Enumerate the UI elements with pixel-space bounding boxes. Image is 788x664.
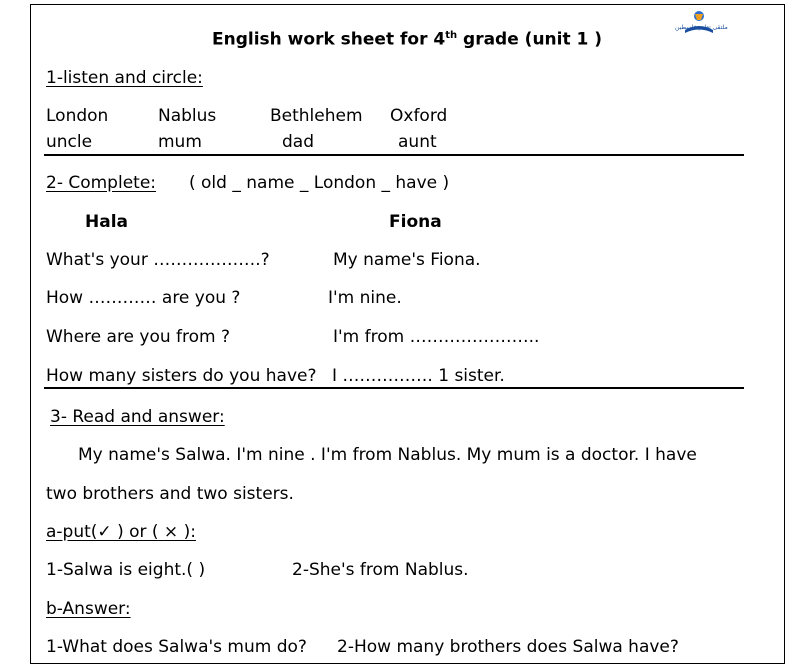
column-heading-fiona: Fiona xyxy=(389,212,442,232)
logo-caption: ملتقى تعليم فلسطين xyxy=(675,24,728,31)
word-mum: mum xyxy=(158,132,202,152)
column-heading-hala: Hala xyxy=(85,212,128,232)
section2-heading: 2- Complete: xyxy=(46,173,157,193)
word-oxford: Oxford xyxy=(390,106,448,126)
dialogue-left-4: How many sisters do you have? xyxy=(46,366,317,386)
part-a-heading: a-put(✓ ) or ( × ): xyxy=(46,522,196,542)
word-dad: dad xyxy=(282,132,314,152)
dialogue-right-4: I ……………. 1 sister. xyxy=(332,366,505,386)
passage-line-2: two brothers and two sisters. xyxy=(46,484,294,504)
title-superscript: th xyxy=(445,30,458,41)
part-b-question-2: 2-How many brothers does Salwa have? xyxy=(337,637,679,657)
dialogue-left-3: Where are you from ? xyxy=(46,327,231,347)
word-bethlehem: Bethlehem xyxy=(270,106,363,126)
part-b-heading: b-Answer: xyxy=(46,599,131,619)
section-divider xyxy=(44,387,744,389)
section1-heading: 1-listen and circle: xyxy=(46,68,203,88)
word-uncle: uncle xyxy=(46,132,93,152)
dialogue-left-2: How ………… are you ? xyxy=(46,288,241,308)
part-a-question-1: 1-Salwa is eight.( ) xyxy=(46,560,206,580)
word-london: London xyxy=(46,106,109,126)
title-text-end: grade (unit 1 ) xyxy=(457,29,603,50)
dialogue-right-1: My name's Fiona. xyxy=(333,250,481,270)
word-aunt: aunt xyxy=(398,132,437,152)
dialogue-right-3: I'm from ………………….. xyxy=(333,327,540,347)
section-divider xyxy=(44,154,744,156)
worksheet-title xyxy=(212,26,602,50)
book-logo-icon xyxy=(675,8,723,38)
dialogue-right-2: I'm nine. xyxy=(328,288,402,308)
part-a-question-2: 2-She's from Nablus. xyxy=(292,560,469,580)
passage-line-1: My name's Salwa. I'm nine . I'm from Nablus. My mum is a doctor. I have xyxy=(78,445,697,465)
section3-heading: 3- Read and answer: xyxy=(50,407,225,427)
title-text-start: English work sheet for 4 xyxy=(212,29,446,50)
dialogue-left-1: What's your ……………….? xyxy=(46,250,270,270)
word-nablus: Nablus xyxy=(158,106,217,126)
part-b-question-1: 1-What does Salwa's mum do? xyxy=(46,637,307,657)
word-bank: ( old _ name _ London _ have ) xyxy=(189,173,450,193)
